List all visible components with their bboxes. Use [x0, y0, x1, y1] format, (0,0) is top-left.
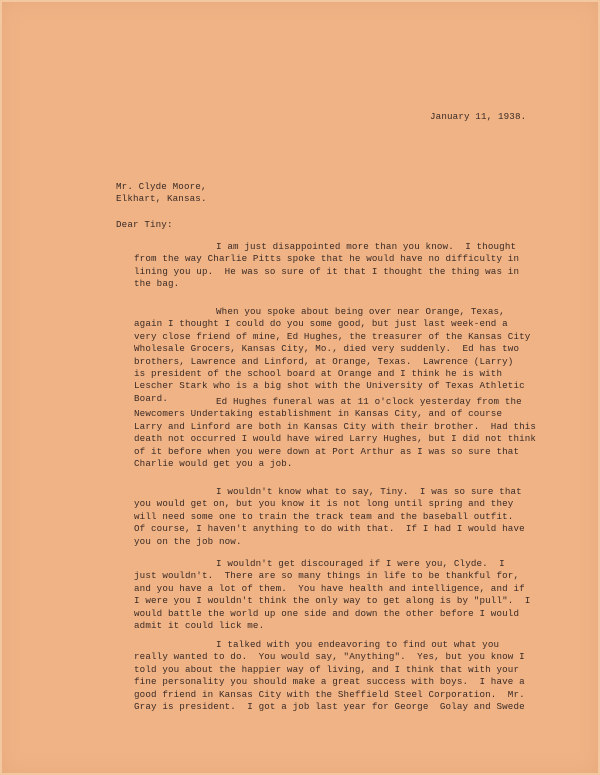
paragraph-2-line: brothers, Lawrence and Linford, at Orange, Texas. Lawrence (Larry): [134, 355, 514, 367]
paragraph-3-line: death not occurred I would have wired Larry Hughes, but I did not think: [134, 433, 537, 445]
paragraph-2-line: Wholesale Grocers, Kansas City, Mo., died very suddenly. Ed has two: [134, 343, 520, 355]
letter-date: January 11, 1938.: [430, 111, 527, 122]
paragraph-2-line: is president of the school board at Orange and I think he is with: [134, 368, 503, 379]
recipient-city: Elkhart, Kansas.: [116, 193, 207, 204]
paragraph-3-line: Charlie would get you a job.: [134, 458, 293, 469]
paragraph-2-line: very close friend of mine, Ed Hughes, the treasurer of the Kansas City: [134, 330, 531, 342]
paragraph-6-line: Gray is president. I got a job last year for George Golay and Swede: [134, 701, 525, 712]
paragraph-4-line: you on the job now.: [134, 535, 242, 547]
paragraph-6-line: told you about the happier way of living, and I think that with your: [134, 663, 520, 675]
paragraph-3-line: Newcomers Undertaking establishment in Kansas City, and of course: [134, 408, 503, 420]
paragraph-3-line: Ed Hughes funeral was at 11 o'clock yesterday from the: [216, 396, 522, 407]
paragraph-5-line: I wouldn't get discouraged if I were you, Clyde. I: [216, 558, 505, 569]
paragraph-1-line: lining you up. He was so sure of it that I thought the thing was in: [134, 265, 520, 277]
paragraph-6-line: really wanted to do. You would say, "Anything". Yes, but you know I: [134, 651, 525, 663]
paragraph-5-line: and you have a lot of them. You have health and intelligence, and if: [134, 582, 525, 594]
paragraph-2-line: again I thought I could do you some good, but just last week-end a: [134, 318, 508, 330]
paragraph-3-line: Larry and Linford are both in Kansas City with their brother. Had this: [134, 420, 537, 432]
paragraph-4-line: you would get on, but you know it is not long until spring and they: [134, 498, 514, 510]
paragraph-5-line: I were you I wouldn't think the only way to get along is by "pull". I: [134, 595, 531, 607]
paragraph-5-line: would battle the world up one side and down the other before I would: [134, 607, 520, 619]
paragraph-6-line: fine personality you should make a great success with boys. I have a: [134, 676, 525, 688]
paragraph-2-line: When you spoke about being over near Orange, Texas,: [216, 306, 505, 317]
paragraph-4-line: Of course, I haven't anything to do with that. If I had I would have: [134, 523, 525, 535]
paragraph-2-line: Lescher Stark who is a big shot with the University of Texas Athletic: [134, 380, 525, 392]
paragraph-5-line: admit it could lick me.: [134, 620, 265, 631]
paragraph-1-line: the bag.: [134, 278, 180, 290]
recipient-name: Mr. Clyde Moore,: [116, 181, 207, 192]
paragraph-3-line: of it before when you were down at Port Arthur as I was so sure that: [134, 445, 520, 457]
paragraph-4-line: will need some one to train the track team and the baseball outfit.: [134, 510, 514, 522]
paragraph-6-line: I talked with you endeavoring to find out what you: [216, 639, 500, 650]
paragraph-5-line: just wouldn't. There are so many things in life to be thankful for,: [134, 570, 520, 582]
paragraph-4-line: I wouldn't know what to say, Tiny. I was so sure that: [216, 486, 522, 497]
salutation: Dear Tiny:: [116, 219, 173, 230]
paragraph-2-line: Board.: [134, 392, 168, 404]
paragraph-6-line: good friend in Kansas City with the Sheffield Steel Corporation. Mr.: [134, 688, 525, 700]
paragraph-1-line: I am just disappointed more than you know. I thought: [216, 241, 517, 252]
paragraph-1-line: from the way Charlie Pitts spoke that he would have no difficulty in: [134, 253, 520, 265]
